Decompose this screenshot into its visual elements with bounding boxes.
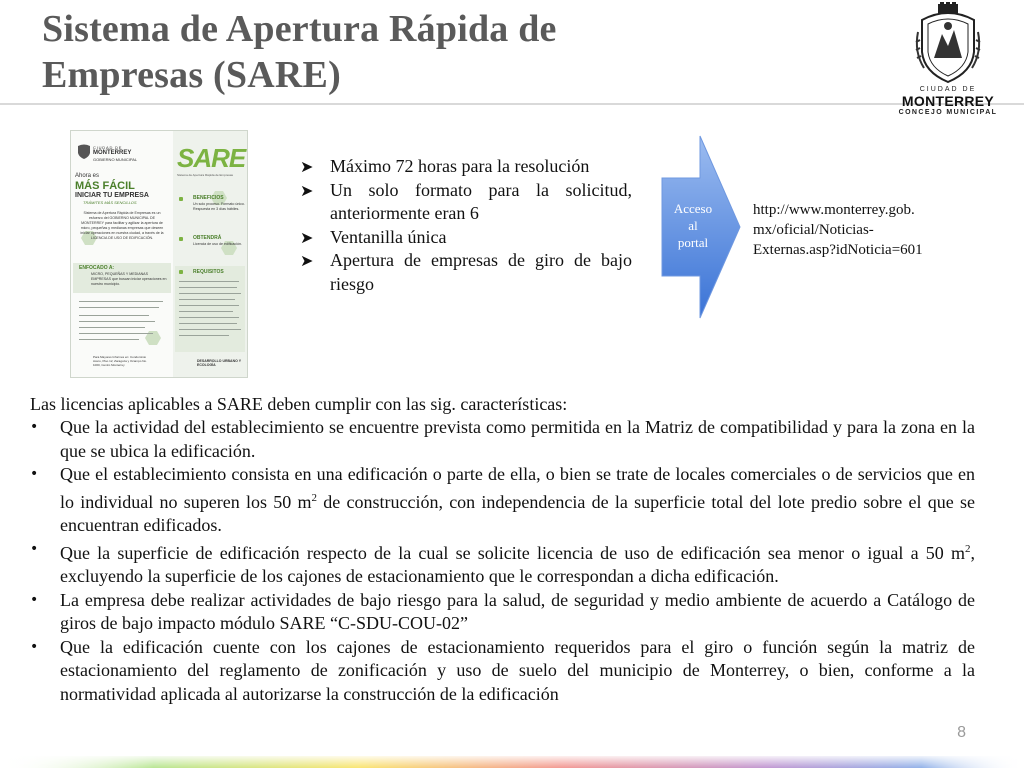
chevron-right-icon: ➤ <box>300 180 314 200</box>
feature-text: Apertura de empresas de giro de bajo riesgo <box>330 250 632 294</box>
poster-headline-4: TRÁMITES MÁS SENCILLOS <box>83 200 137 205</box>
city-seal-icon <box>912 2 984 86</box>
feature-item <box>300 249 632 296</box>
feature-item <box>300 226 632 250</box>
poster-headline-2: MÁS FÁCIL <box>75 180 135 192</box>
requirements-list <box>30 416 975 706</box>
poster-obtendra-body: Licencia de uso de edificación. <box>193 242 242 246</box>
slide-title <box>42 6 682 98</box>
bullet-icon: • <box>30 540 39 557</box>
feature-text: Un solo formato para la solicitud, anteriormente eran 6 <box>330 179 632 223</box>
poster-muni-3: GOBIERNO MUNICIPAL <box>93 157 138 162</box>
requirement-text: Que la superficie de edificación respecto de la cual se solicite licencia de uso de edificación sea menor o igual a 50 m <box>60 542 965 563</box>
feature-text: Ventanilla única <box>330 226 447 247</box>
requirement-text: La empresa debe realizar actividades de bajo riesgo para la salud, de seguridad y medio ambiente de acuerdo a Catálogo de giros de bajo impacto módulo SARE “C-SDU-COU-02” <box>60 589 975 633</box>
poster-emblem-icon <box>77 143 91 159</box>
requirement-item <box>30 636 975 707</box>
feature-item <box>300 179 632 226</box>
requirement-text: Que la edificación cuente con los cajones de estacionamiento requeridos para el giro o función según la matriz de estacionamiento del reglamento de zonificación y uso de suelo del municipio de Monterrey, o bien, conforme a la normatividad aplicada al autorizarse la construcción de la edificación <box>60 636 975 704</box>
requirement-item <box>30 538 975 589</box>
logo-line-2: MONTERREY <box>901 93 995 109</box>
sare-poster-image <box>70 130 248 378</box>
superscript: 2 <box>965 542 971 555</box>
logo-line-1: CIUDAD DE <box>919 86 977 93</box>
chevron-right-icon: ➤ <box>300 251 314 270</box>
title-line-2: Empresas (SARE) <box>42 54 341 96</box>
portal-access-label[interactable] <box>666 200 720 251</box>
poster-muni-1: CIUDAD DE <box>93 145 123 150</box>
chevron-right-icon: ➤ <box>300 157 314 176</box>
poster-obtendra-title: OBTENDRÁ <box>193 235 222 241</box>
title-line-1: Sistema de Apertura Rápida de <box>42 8 557 50</box>
features-list <box>300 155 632 296</box>
requirements-intro: Las licencias aplicables a SARE deben cumplir con las sig. características: <box>30 394 568 414</box>
portal-url-link[interactable] <box>753 200 963 260</box>
feature-text: Máximo 72 horas para la resolución <box>330 156 590 176</box>
poster-headline-1: Ahora es <box>75 173 100 179</box>
poster-enfocado-body: MICRO, PEQUEÑAS Y MEDIANAS EMPRESAS que buscan iniciar operaciones en nuestro municipio. <box>91 272 167 286</box>
requirement-item <box>30 589 975 636</box>
poster-footer: Para Mayores Informes en: Condominio Acero, Piso 12, Zaragoza y Ocampo No. 1000, Centro Monterrey <box>93 355 147 367</box>
poster-brand-sub: Sistema de Apertura Rápida de Empresas <box>177 173 234 177</box>
url-line: mx/oficial/Noticias- <box>753 222 874 238</box>
poster-requisitos-title: REQUISITOS <box>193 269 224 275</box>
poster-beneficios-body: Un solo proceso. Formato único. Respuesta en 3 días hábiles. <box>193 202 245 211</box>
requirement-text: , excluyendo la superficie de los cajones de estacionamiento que le correspondan a dicha edificación. <box>60 542 975 586</box>
poster-body: Sistema de Apertura Rápida de Empresas es un esfuerzo del GOBIERNO MUNICIPAL DE MONTERREY para facilitar y agilizar la apertura de micro, pequeñas y medianas empresas que deseen iniciar operaciones en nuestra ciudad, a través de la LICENCIA DE USO DE EDIFICACIÓN. <box>80 211 164 240</box>
poster-check-icon <box>179 237 183 241</box>
chevron-right-icon: ➤ <box>300 227 314 247</box>
page-number: 8 <box>957 724 966 741</box>
poster-beneficios-title: BENEFICIOS <box>193 195 224 201</box>
arrow-label-line: portal <box>677 235 709 250</box>
requirement-text: Que el establecimiento consista en una edificación o parte de ella, o bien se trate de locales comerciales o de servicios que en lo individual no superen los 50 m <box>60 464 975 512</box>
logo-line-3: CONCEJO MUNICIPAL <box>898 109 998 116</box>
monterrey-logo <box>898 2 998 120</box>
requirement-item <box>30 416 975 463</box>
poster-check-icon <box>179 197 183 201</box>
url-line: http://www.monterrey.gob. <box>753 202 915 218</box>
poster-enfocado-title: ENFOCADO A: <box>79 265 115 271</box>
arrow-label-line: al <box>688 218 698 233</box>
requirement-text: Que la actividad del establecimiento se encuentre prevista como permitida en la Matriz de compatibilidad y para la zona en la que se ubica la edificación. <box>60 417 975 461</box>
title-divider <box>0 103 1024 105</box>
bullet-icon: • <box>30 591 39 608</box>
feature-item <box>300 155 632 179</box>
poster-check-icon <box>179 270 183 274</box>
bullet-icon: • <box>30 638 39 655</box>
poster-brand: SARE <box>177 143 246 173</box>
bullet-icon: • <box>30 466 39 482</box>
bullet-icon: • <box>30 419 39 435</box>
superscript: 2 <box>311 491 317 504</box>
arrow-label-line: Acceso <box>673 201 713 216</box>
url-line: Externas.asp?idNoticia=601 <box>753 242 923 258</box>
poster-muni-2: MONTERREY <box>93 150 132 156</box>
rainbow-footer-bar <box>0 754 1024 768</box>
requirement-text: de construcción, con independencia de la superficie total del lote predio sobre el que se encuentran edificados. <box>60 491 975 535</box>
poster-desarrollo: DESARROLLO URBANO Y ECOLOGÍA <box>197 359 242 367</box>
poster-headline-3: INICIAR TU EMPRESA <box>75 192 149 199</box>
requirement-item <box>30 463 975 538</box>
